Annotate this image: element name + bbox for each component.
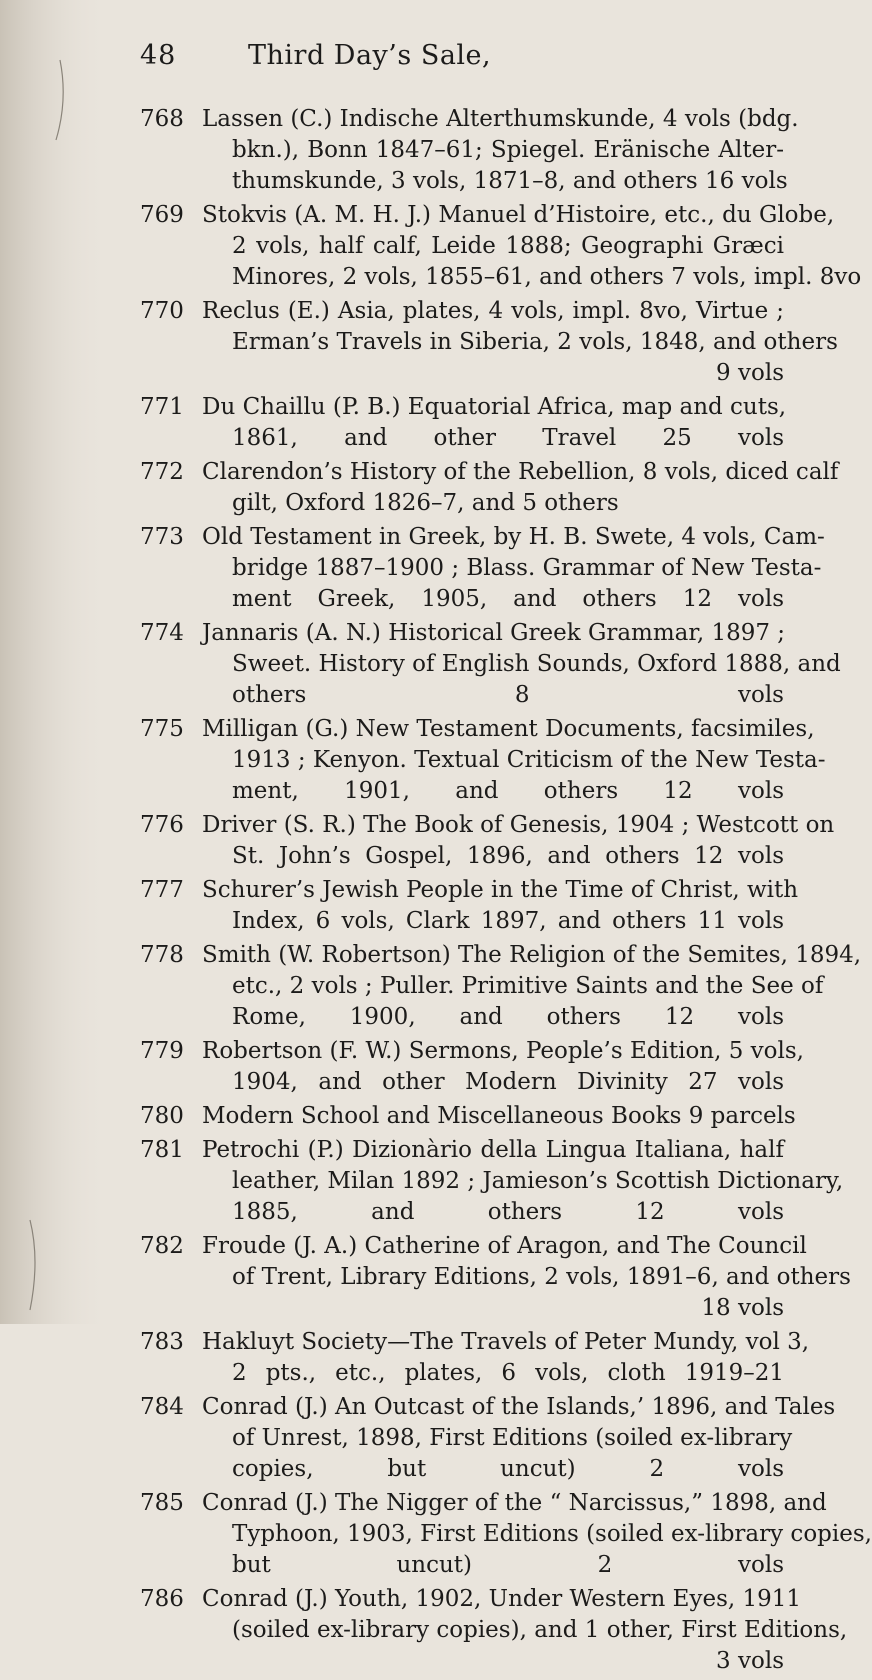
lot-entry <box>0 618 841 711</box>
lot-entry <box>0 392 800 454</box>
lot-line: 18 vols <box>701 1295 784 1321</box>
lot-description <box>202 392 787 454</box>
lot-description <box>202 296 838 389</box>
lot-number: 777 <box>140 877 184 903</box>
lot-description <box>202 1036 804 1098</box>
lot-line: Stokvis (A. M. H. J.) Manuel d’Histoire, etc., du Globe, <box>202 202 835 228</box>
lot-line: Old Testament in Greek, by H. B. Swete, 4 vols, Cam- <box>202 524 825 550</box>
lot-line: Sweet. History of English Sounds, Oxford 1888, and <box>232 651 841 677</box>
lot-description <box>202 1135 844 1228</box>
lot-line: Rome, 1900, and others 12 vols <box>232 1004 784 1030</box>
lot-entry <box>0 1101 800 1132</box>
lot-description <box>202 457 839 519</box>
lot-line: Erman’s Travels in Siberia, 2 vols, 1848, and others <box>232 329 838 355</box>
lot-number: 774 <box>140 620 184 646</box>
lot-entry <box>0 1135 844 1228</box>
lot-number: 783 <box>140 1329 184 1355</box>
lot-entry <box>0 1392 836 1485</box>
lot-entry <box>0 522 825 615</box>
lot-line: ment, 1901, and others 12 vols <box>232 778 784 804</box>
lot-line: Minores, 2 vols, 1855–61, and others 7 vols, impl. 8vo <box>232 264 862 290</box>
lot-line: Conrad (J.) Youth, 1902, Under Western Eyes, 1911 <box>202 1586 802 1612</box>
lot-number: 771 <box>140 394 184 420</box>
lot-line: 1885, and others 12 vols <box>232 1199 784 1225</box>
lot-line: Modern School and Miscellaneous Books 9 parcels <box>202 1103 796 1129</box>
lot-entry <box>0 810 835 872</box>
lot-description <box>202 522 825 615</box>
lot-entry <box>0 1036 804 1098</box>
lot-line: Schurer’s Jewish People in the Time of Christ, with <box>202 877 799 903</box>
lot-line: 2 pts., etc., plates, 6 vols, cloth 1919–21 <box>232 1360 784 1386</box>
lot-description <box>202 714 826 807</box>
lot-entry <box>0 1231 851 1324</box>
lot-line: Conrad (J.) An Outcast of the Islands,’ 1896, and Tales <box>202 1394 836 1420</box>
lot-line: 2 vols, half calf, Leide 1888; Geographi Græci <box>232 233 784 259</box>
running-head: Third Day’s Sale, <box>248 40 492 71</box>
lot-entry <box>0 296 838 389</box>
lot-number: 772 <box>140 459 184 485</box>
page-number: 48 <box>140 40 177 71</box>
lot-line: others 8 vols <box>232 682 784 708</box>
lot-entry <box>0 940 862 1033</box>
lot-number: 780 <box>140 1103 184 1129</box>
lot-number: 773 <box>140 524 184 550</box>
lot-entry <box>0 1488 872 1581</box>
lot-number: 770 <box>140 298 184 324</box>
lot-line: bkn.), Bonn 1847–61; Spiegel. Eränische Alter- <box>232 137 784 163</box>
lot-line: 3 vols <box>716 1648 784 1674</box>
lot-number: 785 <box>140 1490 184 1516</box>
lot-number: 781 <box>140 1137 184 1163</box>
lot-line: 1904, and other Modern Divinity 27 vols <box>232 1069 784 1095</box>
lot-line: bridge 1887–1900 ; Blass. Grammar of New Testa- <box>232 555 822 581</box>
lot-description <box>202 875 799 937</box>
lot-entry <box>0 104 800 197</box>
lot-line: 1913 ; Kenyon. Textual Criticism of the New Testa- <box>232 747 826 773</box>
lot-description <box>202 618 841 711</box>
lot-number: 778 <box>140 942 184 968</box>
lot-number: 784 <box>140 1394 184 1420</box>
lot-description <box>202 1392 836 1485</box>
lot-description <box>202 1327 810 1389</box>
lot-line: but uncut) 2 vols <box>232 1552 784 1578</box>
lot-description <box>202 940 862 1033</box>
lot-line: Typhoon, 1903, First Editions (soiled ex-library copies, <box>232 1521 872 1547</box>
lot-line: Froude (J. A.) Catherine of Aragon, and The Council <box>202 1233 807 1259</box>
lot-description <box>202 104 799 197</box>
lot-line: St. John’s Gospel, 1896, and others 12 vols <box>232 843 784 869</box>
lot-entry <box>0 1584 848 1677</box>
lot-list <box>0 104 872 1680</box>
lot-line: 1861, and other Travel 25 vols <box>232 425 784 451</box>
lot-line: Hakluyt Society—The Travels of Peter Mundy, vol 3, <box>202 1329 810 1355</box>
lot-line: etc., 2 vols ; Puller. Primitive Saints and the See of <box>232 973 824 999</box>
lot-line: copies, but uncut) 2 vols <box>232 1456 784 1482</box>
lot-line: Reclus (E.) Asia, plates, 4 vols, impl. 8vo, Virtue ; <box>202 298 784 324</box>
lot-line: Du Chaillu (P. B.) Equatorial Africa, map and cuts, <box>202 394 787 420</box>
lot-number: 776 <box>140 812 184 838</box>
lot-line: Smith (W. Robertson) The Religion of the Semites, 1894, <box>202 942 862 968</box>
lot-entry <box>0 875 800 937</box>
lot-line: of Trent, Library Editions, 2 vols, 1891–6, and others <box>232 1264 851 1290</box>
lot-description <box>202 1231 851 1324</box>
lot-line: gilt, Oxford 1826–7, and 5 others <box>232 490 619 516</box>
lot-line: Robertson (F. W.) Sermons, People’s Edition, 5 vols, <box>202 1038 804 1064</box>
lot-entry <box>0 714 826 807</box>
lot-line: Petrochi (P.) Dizionàrio della Lingua Italiana, half <box>202 1137 784 1163</box>
lot-line: ment Greek, 1905, and others 12 vols <box>232 586 784 612</box>
lot-line: Jannaris (A. N.) Historical Greek Grammar, 1897 ; <box>202 620 786 646</box>
lot-line: Lassen (C.) Indische Alterthumskunde, 4 vols (bdg. <box>202 106 799 132</box>
lot-number: 768 <box>140 106 184 132</box>
lot-entry <box>0 457 839 519</box>
lot-description <box>202 1101 796 1132</box>
lot-description <box>202 810 835 872</box>
lot-line: of Unrest, 1898, First Editions (soiled ex-library <box>232 1425 793 1451</box>
lot-line: Milligan (G.) New Testament Documents, facsimiles, <box>202 716 815 742</box>
lot-line: Conrad (J.) The Nigger of the “ Narcissus,” 1898, and <box>202 1490 827 1516</box>
lot-number: 779 <box>140 1038 184 1064</box>
lot-line: (soiled ex-library copies), and 1 other, First Editions, <box>232 1617 848 1643</box>
lot-entry <box>0 1327 810 1389</box>
lot-description <box>202 200 862 293</box>
lot-line: Index, 6 vols, Clark 1897, and others 11 vols <box>232 908 784 934</box>
lot-number: 782 <box>140 1233 184 1259</box>
page-header <box>0 40 800 80</box>
lot-line: leather, Milan 1892 ; Jamieson’s Scottish Dictionary, <box>232 1168 844 1194</box>
lot-line: 9 vols <box>716 360 784 386</box>
lot-number: 786 <box>140 1586 184 1612</box>
lot-entry <box>0 200 862 293</box>
lot-number: 775 <box>140 716 184 742</box>
lot-line: thumskunde, 3 vols, 1871–8, and others 16 vols <box>232 168 788 194</box>
lot-description <box>202 1584 848 1677</box>
lot-line: Driver (S. R.) The Book of Genesis, 1904 ; Westcott on <box>202 812 835 838</box>
lot-number: 769 <box>140 202 184 228</box>
lot-line: Clarendon’s History of the Rebellion, 8 vols, diced calf <box>202 459 839 485</box>
lot-description <box>202 1488 872 1581</box>
